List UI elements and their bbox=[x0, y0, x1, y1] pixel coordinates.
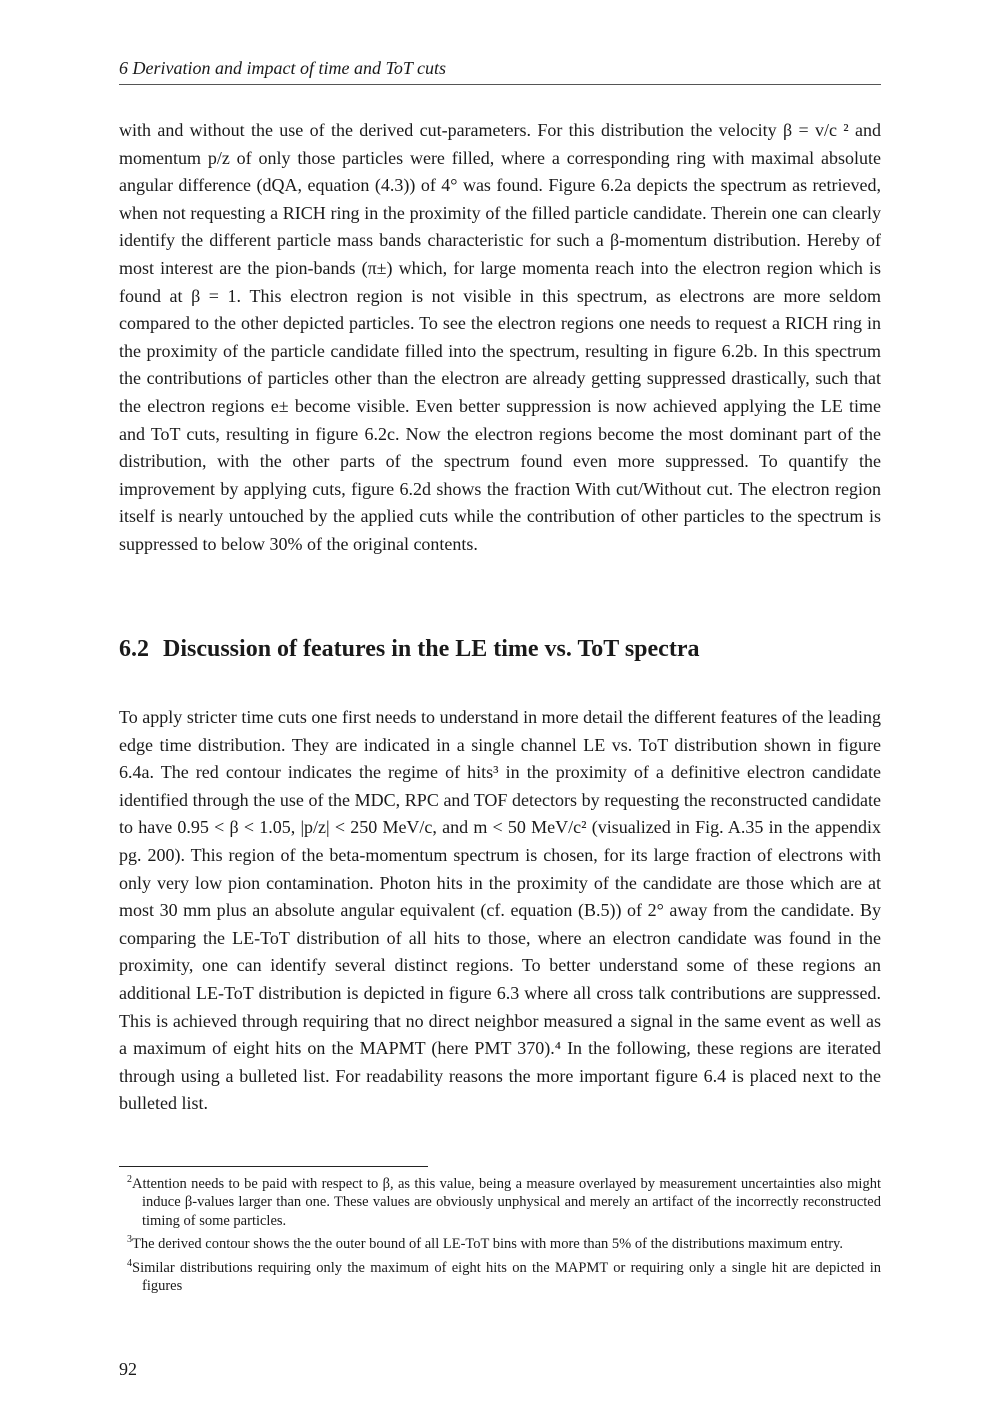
footnote-2 bbox=[119, 1171, 881, 1230]
paragraph-beta-momentum: with and without the use of the derived cut-parameters. For this distribution the velocity β = v/c ² and momentum p/z of only those particles were filled, where a corresponding ring with maximal absolute angular difference (dQA, equation (4.3)) of 4° was found. Figure 6.2a depicts the spectrum as retrieved, when not requesting a RICH ring in the proximity of the filled particle candidate. Therein one can clearly identify the different particle mass bands characteristic for such a β-momentum distribution. Hereby of most interest are the pion-bands (π±) which, for large momenta reach into the electron region which is found at β = 1. This electron region is not visible in this spectrum, as electrons are more seldom compared to the other depicted particles. To see the electron regions one needs to request a RICH ring in the proximity of the particle candidate filled into the spectrum, resulting in figure 6.2b. In this spectrum the contributions of particles other than the electron are already getting suppressed drastically, such that the electron regions e± become visible. Even better suppression is now achieved applying the LE time and ToT cuts, resulting in figure 6.2c. Now the electron regions become the most dominant part of the distribution, with the other parts of the spectrum found even more suppressed. To quantify the improvement by applying cuts, figure 6.2d shows the fraction With cut/Without cut. The electron region itself is nearly untouched by the applied cuts while the contribution of other particles to the spectrum is suppressed to below 30% of the original contents. bbox=[119, 120, 881, 554]
section-number: 6.2 bbox=[119, 636, 149, 662]
footnote-4 bbox=[119, 1255, 881, 1296]
footnote-mark: 4 bbox=[127, 1257, 132, 1269]
section-heading bbox=[119, 636, 881, 663]
page-number: 92 bbox=[119, 1359, 137, 1379]
footnote-text: Attention needs to be paid with respect to β, as this value, being a measure overlayed by measurement uncertainties also might induce β-values larger than one. These values are obviously unphysical and merely an artifact of the incorrectly reconstructed timing of some particles. bbox=[132, 1175, 881, 1229]
footnote-3 bbox=[119, 1231, 881, 1253]
footnote-mark: 3 bbox=[127, 1234, 132, 1246]
running-header: 6 Derivation and impact of time and ToT cuts bbox=[119, 58, 881, 85]
footnote-text: The derived contour shows the the outer bound of all LE-ToT bins with more than 5% of the distributions maximum entry. bbox=[132, 1236, 843, 1253]
footnote-text: Similar distributions requiring only the maximum of eight hits on the MAPMT or requiring only a single hit are depicted in figures bbox=[132, 1259, 881, 1294]
footnotes bbox=[119, 1166, 881, 1296]
paragraph-le-tot-features: To apply stricter time cuts one first needs to understand in more detail the different features of the leading edge time distribution. They are indicated in a single channel LE vs. ToT distribution shown in figure 6.4a. The red contour indicates the regime of hits³ in the proximity of a definitive electron candidate identified through the use of the MDC, RPC and TOF detectors by requesting the reconstructed candidate to have 0.95 < β < 1.05, |p/z| < 250 MeV/c, and m < 50 MeV/c² (visualized in Fig. A.35 in the appendix pg. 200). This region of the beta-momentum spectrum is chosen, for its large fraction of electrons with only very low pion contamination. Photon hits in the proximity of the candidate are those which are at most 30 mm plus an absolute angular equivalent (cf. equation (B.5)) of 2° away from the candidate. By comparing the LE-ToT distribution of all hits to those, where an electron candidate was found in the proximity, one can identify several distinct regions. To better understand some of these regions an additional LE-ToT distribution is depicted in figure 6.3 where all cross talk contributions are suppressed. This is achieved through requiring that no direct neighbor measured a signal in the same event as well as a maximum of eight hits on the MAPMT (here PMT 370).⁴ In the following, these regions are iterated through using a bulleted list. For readability reasons the more important figure 6.4 is placed next to the bulleted list. bbox=[119, 707, 881, 1114]
footnote-rule bbox=[119, 1166, 428, 1167]
section-title-text: Discussion of features in the LE time vs. ToT spectra bbox=[163, 636, 700, 662]
footnote-mark: 2 bbox=[127, 1174, 132, 1185]
